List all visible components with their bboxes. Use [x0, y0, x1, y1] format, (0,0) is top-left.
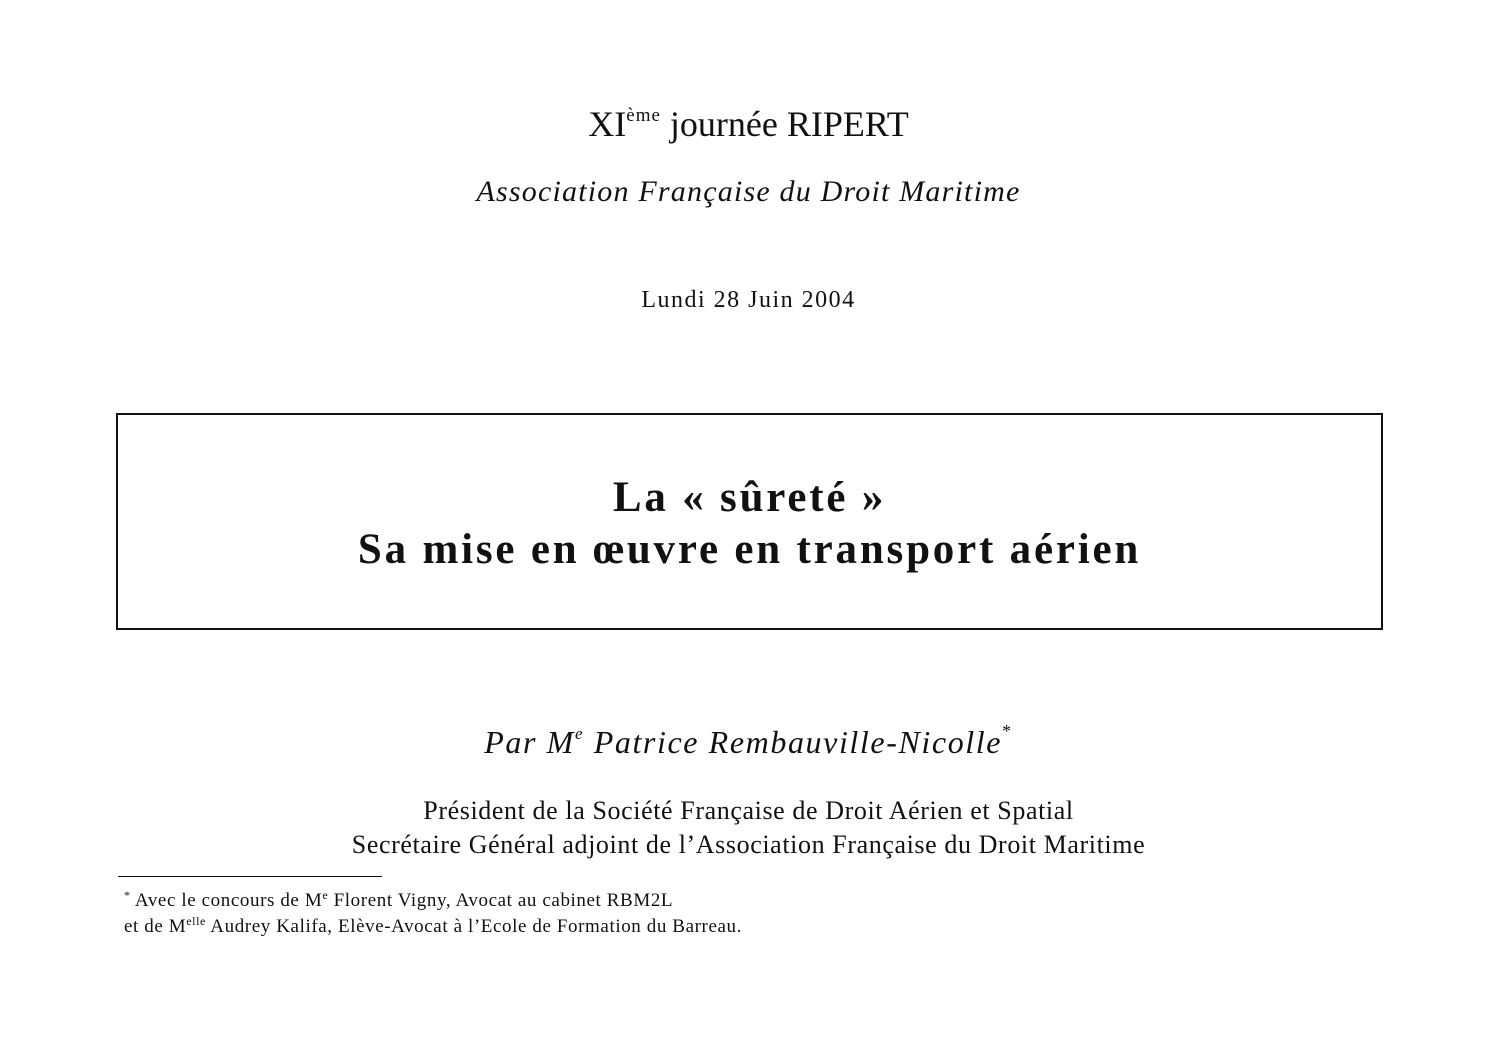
document-title-line-2: Sa mise en œuvre en transport aérien: [357, 526, 1142, 573]
author-title-superscript: e: [574, 724, 585, 743]
event-title-suffix: journée RIPERT: [660, 104, 909, 144]
footnote-line-1-text-a: Avec le concours de M: [130, 890, 323, 911]
author-role-2: Secrétaire Général adjoint de l’Association Française du Droit Maritime: [351, 830, 1146, 859]
event-title-prefix: XI: [588, 104, 627, 144]
footnote-divider: [118, 876, 382, 877]
footnote-line-2: [124, 914, 742, 941]
event-title: [0, 102, 1497, 153]
footnote-line-2-text-a: et de M: [124, 916, 187, 937]
association-name: Association Française du Droit Maritime: [476, 175, 1021, 208]
document-title-line-1: La « sûreté »: [612, 474, 887, 521]
author-name: Patrice Rembauville-Nicolle: [584, 724, 1003, 760]
author-footnote-marker: *: [1002, 721, 1013, 741]
author-prefix: Par M: [484, 724, 575, 760]
footnote-line-1-text-b: Florent Vigny, Avocat au cabinet RBM2L: [328, 890, 674, 911]
footnote-line-2-superscript: elle: [186, 914, 206, 928]
footnote-line-1: [124, 888, 673, 915]
title-box: [116, 413, 1383, 630]
footnote-line-1-superscript: e: [322, 888, 329, 902]
author-line: [0, 721, 1497, 769]
event-title-superscript: ème: [626, 105, 661, 126]
footnote-marker: *: [124, 888, 131, 902]
event-date: Lundi 28 Juin 2004: [641, 287, 856, 313]
author-role-1: Président de la Société Française de Droit Aérien et Spatial: [423, 796, 1074, 825]
footnote-line-2-text-b: Audrey Kalifa, Elève-Avocat à l’Ecole de Formation du Barreau.: [205, 916, 742, 937]
